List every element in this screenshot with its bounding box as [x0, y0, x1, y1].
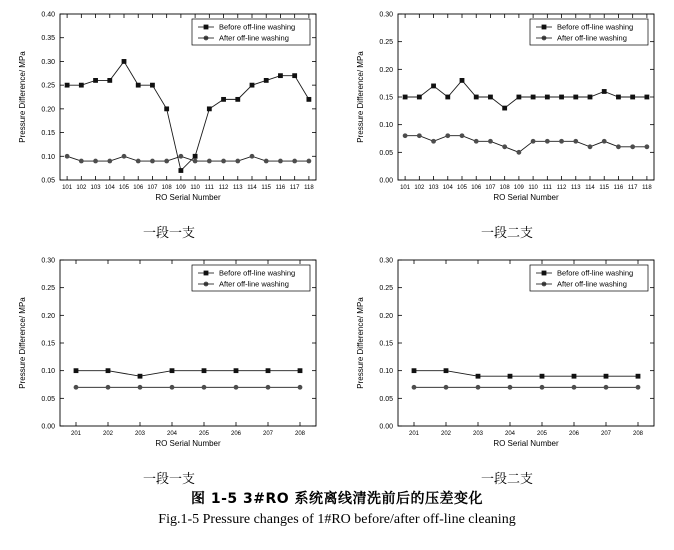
svg-text:207: 207	[600, 431, 612, 437]
svg-text:0.15: 0.15	[41, 130, 55, 138]
panel-caption-bottom-left: 一段一支	[142, 472, 195, 487]
svg-text:101: 101	[400, 185, 411, 191]
svg-text:0.00: 0.00	[379, 423, 393, 431]
svg-text:0.20: 0.20	[41, 312, 55, 320]
svg-text:0.25: 0.25	[41, 82, 55, 90]
svg-text:0.10: 0.10	[379, 368, 393, 376]
svg-text:117: 117	[627, 185, 638, 191]
svg-text:113: 113	[570, 185, 581, 191]
svg-text:102: 102	[414, 185, 425, 191]
panel-caption-top-left: 一段一支	[142, 226, 195, 241]
svg-text:101: 101	[62, 185, 73, 191]
svg-text:107: 107	[147, 185, 158, 191]
svg-text:103: 103	[90, 185, 101, 191]
chart-panel-bottom-left	[14, 250, 324, 462]
svg-text:204: 204	[504, 431, 516, 437]
panel-caption-top-right: 一段二支	[480, 226, 533, 241]
svg-text:0.05: 0.05	[41, 395, 55, 403]
svg-text:Before off-line washing: Before off-line washing	[557, 268, 634, 278]
svg-text:104: 104	[104, 185, 115, 191]
svg-text:Pressure Difference/ MPa: Pressure Difference/ MPa	[18, 51, 27, 143]
svg-text:0.15: 0.15	[379, 340, 393, 348]
svg-text:0.20: 0.20	[379, 66, 393, 74]
svg-text:116: 116	[275, 185, 286, 191]
svg-text:115: 115	[261, 185, 272, 191]
svg-text:0.30: 0.30	[41, 257, 55, 265]
figure-caption-english: Fig.1-5 Pressure changes of 1#RO before/after off-line cleaning	[158, 512, 516, 527]
svg-text:Before off-line washing: Before off-line washing	[219, 22, 296, 32]
svg-text:115: 115	[599, 185, 610, 191]
svg-text:After off-line washing: After off-line washing	[219, 33, 289, 43]
chart-panel-top-right	[352, 4, 662, 216]
svg-text:0.30: 0.30	[41, 58, 55, 66]
svg-text:103: 103	[428, 185, 439, 191]
svg-text:0.05: 0.05	[379, 395, 393, 403]
svg-text:RO Serial Number: RO Serial Number	[493, 193, 559, 202]
svg-text:0.05: 0.05	[41, 177, 55, 185]
svg-text:113: 113	[232, 185, 243, 191]
svg-text:109: 109	[513, 185, 524, 191]
svg-text:110: 110	[528, 185, 538, 191]
svg-text:118: 118	[304, 185, 314, 191]
chart-panel-top-left	[14, 4, 324, 216]
svg-text:0.20: 0.20	[41, 106, 55, 114]
svg-text:202: 202	[102, 431, 114, 437]
svg-text:111: 111	[542, 185, 552, 191]
svg-text:203: 203	[134, 431, 146, 437]
svg-text:201: 201	[70, 431, 82, 437]
svg-text:114: 114	[585, 185, 595, 191]
svg-text:0.05: 0.05	[379, 149, 393, 157]
svg-text:206: 206	[568, 431, 580, 437]
svg-text:208: 208	[632, 431, 644, 437]
svg-text:102: 102	[76, 185, 87, 191]
svg-text:208: 208	[294, 431, 306, 437]
svg-text:0.30: 0.30	[379, 257, 393, 265]
svg-text:109: 109	[175, 185, 186, 191]
svg-text:After off-line washing: After off-line washing	[557, 279, 627, 289]
svg-text:0.10: 0.10	[41, 153, 55, 161]
svg-text:0.40: 0.40	[41, 11, 55, 19]
svg-text:107: 107	[485, 185, 496, 191]
svg-text:0.25: 0.25	[379, 285, 393, 293]
svg-text:RO Serial Number: RO Serial Number	[493, 439, 559, 448]
plot-top-left	[14, 4, 324, 216]
svg-text:0.00: 0.00	[41, 423, 55, 431]
svg-text:118: 118	[642, 185, 652, 191]
svg-text:202: 202	[440, 431, 452, 437]
svg-text:105: 105	[118, 185, 130, 191]
svg-text:114: 114	[247, 185, 257, 191]
svg-text:RO Serial Number: RO Serial Number	[155, 439, 221, 448]
svg-text:116: 116	[613, 185, 624, 191]
svg-text:104: 104	[442, 185, 453, 191]
svg-text:0.10: 0.10	[41, 368, 55, 376]
svg-text:106: 106	[471, 185, 482, 191]
svg-text:Pressure Difference/ MPa: Pressure Difference/ MPa	[356, 297, 365, 389]
plot-bottom-right	[352, 250, 662, 462]
svg-text:205: 205	[198, 431, 210, 437]
svg-text:RO Serial Number: RO Serial Number	[155, 193, 221, 202]
svg-text:205: 205	[536, 431, 548, 437]
svg-text:207: 207	[262, 431, 274, 437]
svg-text:108: 108	[499, 185, 510, 191]
svg-text:201: 201	[408, 431, 420, 437]
svg-text:0.00: 0.00	[379, 177, 393, 185]
svg-text:110: 110	[190, 185, 200, 191]
figure-caption-chinese: 图 1-5 3#RO 系统离线清洗前后的压差变化	[190, 491, 484, 507]
svg-text:112: 112	[556, 185, 567, 191]
svg-text:Before off-line washing: Before off-line washing	[219, 268, 296, 278]
svg-text:105: 105	[456, 185, 468, 191]
plot-top-right	[352, 4, 662, 216]
svg-text:203: 203	[472, 431, 484, 437]
svg-text:206: 206	[230, 431, 242, 437]
plot-bottom-left	[14, 250, 324, 462]
svg-text:0.10: 0.10	[379, 122, 393, 130]
svg-text:0.15: 0.15	[41, 340, 55, 348]
svg-text:111: 111	[204, 185, 214, 191]
svg-text:Pressure Difference/ MPa: Pressure Difference/ MPa	[18, 297, 27, 389]
svg-text:0.15: 0.15	[379, 94, 393, 102]
svg-text:Before off-line washing: Before off-line washing	[557, 22, 634, 32]
svg-text:After off-line washing: After off-line washing	[219, 279, 289, 289]
svg-text:117: 117	[289, 185, 300, 191]
svg-text:After off-line washing: After off-line washing	[557, 33, 627, 43]
svg-text:Pressure Difference/ MPa: Pressure Difference/ MPa	[356, 51, 365, 143]
svg-text:0.25: 0.25	[41, 285, 55, 293]
svg-text:204: 204	[166, 431, 178, 437]
svg-text:0.30: 0.30	[379, 11, 393, 19]
svg-text:112: 112	[218, 185, 229, 191]
svg-text:0.25: 0.25	[379, 39, 393, 47]
svg-text:106: 106	[133, 185, 144, 191]
panel-caption-bottom-right: 一段二支	[480, 472, 533, 487]
chart-panel-bottom-right	[352, 250, 662, 462]
svg-text:0.20: 0.20	[379, 312, 393, 320]
svg-text:0.35: 0.35	[41, 35, 55, 43]
svg-text:108: 108	[161, 185, 172, 191]
